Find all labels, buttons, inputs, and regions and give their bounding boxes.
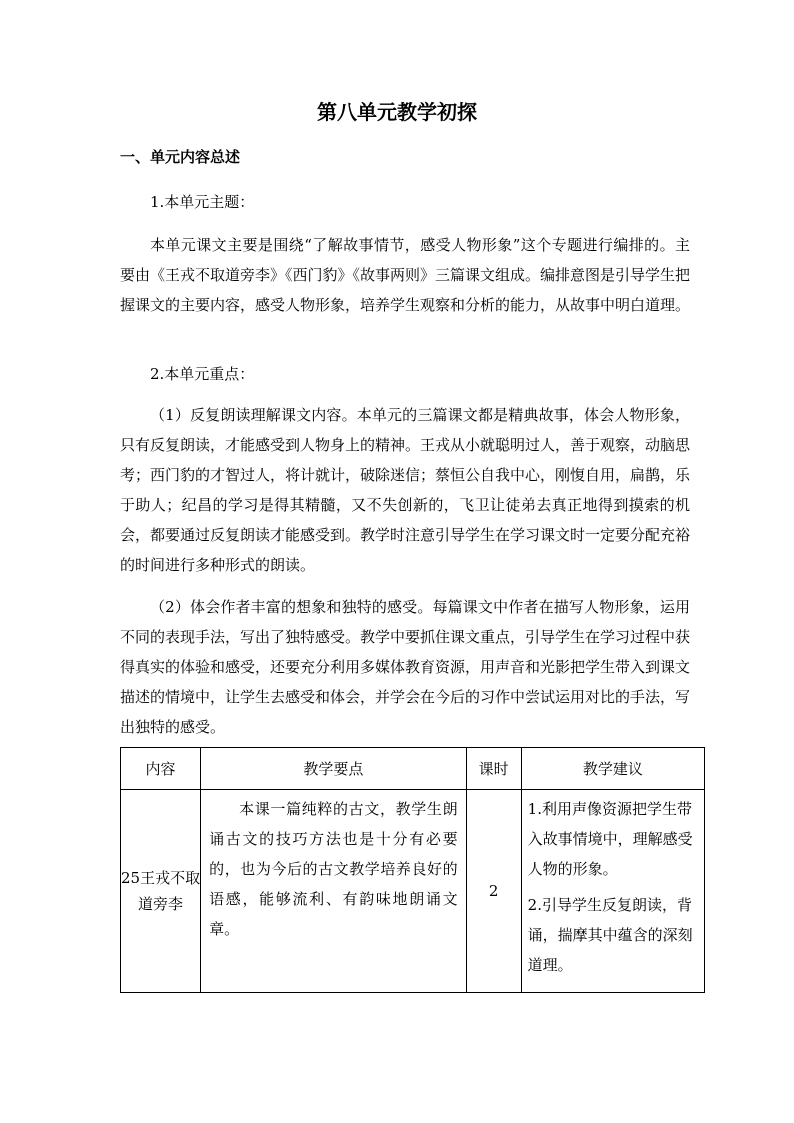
table-header-row	[121, 748, 705, 790]
theme-heading: 1.本单元主题：	[150, 193, 255, 211]
header-hours: 课时	[466, 748, 521, 790]
header-advice: 教学建议	[521, 748, 704, 790]
cell-teaching-points: 本课一篇纯粹的古文，教学生朗诵古文的技巧方法也是十分有必要的，也为今后的古文教学培养良好的语感，能够流利、有韵味地朗诵文章。	[201, 790, 466, 993]
cell-teaching-advice	[521, 790, 704, 993]
theme-paragraph: 本单元课文主要是围绕“了解故事情节，感受人物形象”这个专题进行编排的。主要由《王戎不取道旁李》《西门豹》《故事两则》三篇课文组成。编排意图是引导学生把握课文的主要内容，感受人物形象，培养学生观察和分析的能力，从故事中明白道理。	[120, 236, 691, 314]
document-title: 第八单元教学初探	[317, 100, 477, 124]
focus-point-2: （2）体会作者丰富的想象和独特的感受。每篇课文中作者在描写人物形象，运用不同的表现手法，写出了独特感受。教学中要抓住课文重点，引导学生在学习过程中获得真实的体验和感受，还要充分利用多媒体教育资源，用声音和光影把学生带入到课文描述的情境中，让学生去感受和体会，并学会在今后的习作中尝试运用对比的手法，写出独特的感受。	[120, 598, 691, 736]
section-heading: 一、单元内容总述	[120, 148, 241, 166]
advice-item-1: 1.利用声像资源把学生带入故事情境中，理解感受人物的形象。	[527, 800, 693, 878]
header-content: 内容	[121, 748, 201, 790]
focus-point-1: （1）反复朗读理解课文内容。本单元的三篇课文都是精典故事，体会人物形象，只有反复朗读，才能感受到人物身上的精神。王戎从小就聪明过人，善于观察，动脑思考；西门豹的才智过人，将计就计，破除迷信；蔡恒公自我中心，刚愎自用，扁鹊，乐于助人；纪昌的学习是得其精髓，又不失创新的，飞卫让徒弟去真正地得到摸索的机会，都要通过反复朗读才能感受到。教学时注意引导学生在学习课文时一定要分配充裕的时间进行多种形式的朗读。	[120, 406, 691, 574]
focus-heading: 2.本单元重点：	[150, 365, 255, 383]
table-row	[121, 790, 705, 993]
advice-item-2: 2.引导学生反复朗读，背诵，揣摩其中蕴含的深刻道理。	[527, 896, 693, 974]
header-points: 教学要点	[201, 748, 466, 790]
cell-lesson-content: 25王戎不取道旁李	[121, 790, 201, 993]
teaching-plan-table	[120, 747, 705, 993]
cell-class-hours: 2	[466, 790, 521, 993]
